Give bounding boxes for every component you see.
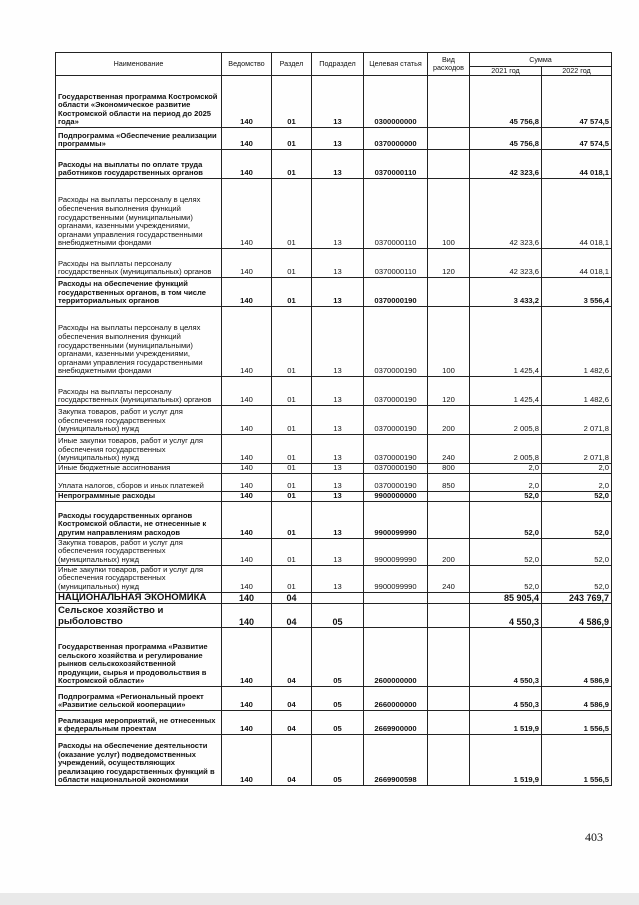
table-cell-vid: 200 [428, 406, 470, 435]
table-cell-vedomstvo: 140 [222, 179, 272, 249]
col-header-name: Наименование [56, 53, 222, 76]
table-row [56, 150, 612, 179]
table-cell-razdel: 01 [272, 501, 312, 538]
table-cell-name: Расходы на выплаты персоналу государственных (муниципальных) органов [56, 249, 222, 278]
table-cell-celevaya: 0370000190 [364, 406, 428, 435]
table-cell-2022: 52,0 [542, 501, 612, 538]
table-cell-vedomstvo: 140 [222, 76, 272, 128]
table-cell-2022: 1 556,5 [542, 711, 612, 735]
table-cell-razdel: 01 [272, 128, 312, 150]
table-cell-podrazdel: 13 [312, 128, 364, 150]
table-row [56, 501, 612, 538]
table-row [56, 128, 612, 150]
table-cell-vedomstvo: 140 [222, 538, 272, 565]
table-cell-celevaya: 2660000000 [364, 687, 428, 711]
table-cell-2021: 1 425,4 [470, 377, 542, 406]
table-cell-podrazdel: 13 [312, 501, 364, 538]
table-cell-2022: 1 482,6 [542, 307, 612, 377]
col-header-summa: Сумма [470, 53, 612, 67]
table-cell-vid [428, 491, 470, 501]
table-cell-celevaya: 9900099990 [364, 501, 428, 538]
table-cell-2021: 45 756,8 [470, 128, 542, 150]
col-header-vid: Вид расходов [428, 53, 470, 76]
table-cell-vid [428, 128, 470, 150]
table-cell-vid [428, 76, 470, 128]
table-cell-2022: 2,0 [542, 464, 612, 474]
table-row [56, 307, 612, 377]
table-row [56, 406, 612, 435]
table-row [56, 377, 612, 406]
table-row [56, 735, 612, 786]
table-cell-2021: 1 425,4 [470, 307, 542, 377]
table-cell-2022: 52,0 [542, 538, 612, 565]
table-cell-vedomstvo: 140 [222, 150, 272, 179]
table-cell-2021: 42 323,6 [470, 179, 542, 249]
table-cell-vid [428, 687, 470, 711]
table-cell-celevaya: 0370000190 [364, 377, 428, 406]
table-cell-2022: 1 482,6 [542, 377, 612, 406]
table-cell-vid: 800 [428, 464, 470, 474]
table-cell-razdel: 01 [272, 76, 312, 128]
table-cell-razdel: 01 [272, 150, 312, 179]
table-row [56, 565, 612, 592]
table-cell-vedomstvo: 140 [222, 628, 272, 687]
table-cell-razdel: 01 [272, 179, 312, 249]
table-cell-vid: 240 [428, 565, 470, 592]
table-cell-vedomstvo: 140 [222, 128, 272, 150]
table-row [56, 464, 612, 474]
table-cell-razdel: 04 [272, 604, 312, 628]
table-cell-vedomstvo: 140 [222, 307, 272, 377]
table-cell-name: Закупка товаров, работ и услуг для обеспечения государственных (муниципальных) нужд [56, 538, 222, 565]
table-cell-razdel: 01 [272, 249, 312, 278]
table-cell-podrazdel: 13 [312, 278, 364, 307]
table-cell-razdel: 04 [272, 711, 312, 735]
table-row [56, 604, 612, 628]
table-cell-celevaya: 2669900000 [364, 711, 428, 735]
table-cell-vedomstvo: 140 [222, 592, 272, 603]
table-cell-2021: 52,0 [470, 501, 542, 538]
table-cell-celevaya: 2669900598 [364, 735, 428, 786]
table-cell-name: Подпрограмма «Обеспечение реализации программы» [56, 128, 222, 150]
table-cell-vid: 100 [428, 307, 470, 377]
col-header-podrazdel: Подраздел [312, 53, 364, 76]
table-cell-vid [428, 735, 470, 786]
table-cell-2021: 42 323,6 [470, 150, 542, 179]
table-cell-2021: 85 905,4 [470, 592, 542, 603]
table-cell-podrazdel: 13 [312, 464, 364, 474]
table-cell-vedomstvo: 140 [222, 278, 272, 307]
table-row [56, 435, 612, 464]
table-cell-2022: 4 586,9 [542, 628, 612, 687]
table-cell-razdel: 04 [272, 592, 312, 603]
table-cell-2021: 4 550,3 [470, 628, 542, 687]
table-cell-vedomstvo: 140 [222, 687, 272, 711]
table-row [56, 592, 612, 603]
table-cell-vedomstvo: 140 [222, 491, 272, 501]
table-cell-razdel: 01 [272, 278, 312, 307]
table-cell-2022: 2,0 [542, 473, 612, 491]
table-cell-razdel: 01 [272, 406, 312, 435]
table-cell-name: Закупка товаров, работ и услуг для обеспечения государственных (муниципальных) нужд [56, 406, 222, 435]
table-cell-vedomstvo: 140 [222, 604, 272, 628]
table-cell-razdel: 04 [272, 735, 312, 786]
table-cell-2021: 2 005,8 [470, 406, 542, 435]
table-cell-name: Реализация мероприятий, не отнесенных к федеральным проектам [56, 711, 222, 735]
table-cell-celevaya [364, 604, 428, 628]
table-cell-razdel: 01 [272, 435, 312, 464]
table-cell-razdel: 04 [272, 687, 312, 711]
table-cell-vid [428, 150, 470, 179]
table-cell-name: Государственная программа Костромской области «Экономическое развитие Костромской области на период до 2025 года» [56, 76, 222, 128]
table-cell-name: Расходы государственных органов Костромской области, не отнесенные к другим направлениям расходов [56, 501, 222, 538]
table-cell-2021: 52,0 [470, 491, 542, 501]
table-cell-podrazdel: 13 [312, 491, 364, 501]
col-header-2021: 2021 год [470, 67, 542, 76]
table-cell-podrazdel: 05 [312, 687, 364, 711]
table-cell-razdel: 04 [272, 628, 312, 687]
table-cell-2021: 1 519,9 [470, 735, 542, 786]
table-cell-podrazdel: 13 [312, 76, 364, 128]
table-cell-podrazdel: 13 [312, 473, 364, 491]
table-cell-celevaya: 0370000190 [364, 464, 428, 474]
table-cell-name: Подпрограмма «Региональный проект «Развитие сельской кооперации» [56, 687, 222, 711]
table-cell-celevaya: 0370000190 [364, 307, 428, 377]
table-cell-2021: 2,0 [470, 464, 542, 474]
table-cell-vedomstvo: 140 [222, 735, 272, 786]
table-cell-podrazdel [312, 592, 364, 603]
table-cell-podrazdel: 05 [312, 711, 364, 735]
table-row [56, 538, 612, 565]
table-cell-vedomstvo: 140 [222, 473, 272, 491]
table-cell-podrazdel: 13 [312, 538, 364, 565]
table-cell-vid: 200 [428, 538, 470, 565]
table-cell-podrazdel: 05 [312, 735, 364, 786]
table-cell-2022: 44 018,1 [542, 249, 612, 278]
table-cell-vid: 850 [428, 473, 470, 491]
table-cell-2022: 52,0 [542, 565, 612, 592]
table-cell-name: Расходы на выплаты персоналу в целях обеспечения выполнения функций государственными (муниципальными) органами, казенными учреждениями, органами управления государственными внебюджетными фондами [56, 179, 222, 249]
table-cell-vid: 120 [428, 377, 470, 406]
table-cell-2022: 44 018,1 [542, 179, 612, 249]
table-cell-razdel: 01 [272, 491, 312, 501]
table-row [56, 249, 612, 278]
table-row [56, 491, 612, 501]
table-cell-vid [428, 501, 470, 538]
col-header-razdel: Раздел [272, 53, 312, 76]
table-cell-podrazdel: 13 [312, 565, 364, 592]
table-cell-vid: 120 [428, 249, 470, 278]
table-cell-2022: 4 586,9 [542, 604, 612, 628]
table-cell-2022: 44 018,1 [542, 150, 612, 179]
table-cell-2021: 45 756,8 [470, 76, 542, 128]
table-cell-podrazdel: 13 [312, 377, 364, 406]
table-cell-vedomstvo: 140 [222, 501, 272, 538]
table-cell-2022: 1 556,5 [542, 735, 612, 786]
table-cell-podrazdel: 13 [312, 307, 364, 377]
table-cell-vid [428, 711, 470, 735]
table-cell-name: Расходы на обеспечение деятельности (оказание услуг) подведомственных учреждений, осуществляющих реализацию государственных функций в области национальной экономики [56, 735, 222, 786]
table-cell-vid [428, 592, 470, 603]
table-cell-celevaya: 0370000000 [364, 128, 428, 150]
table-cell-name: Расходы на выплаты персоналу государственных (муниципальных) органов [56, 377, 222, 406]
col-header-celevaya: Целевая статья [364, 53, 428, 76]
table-cell-2021: 3 433,2 [470, 278, 542, 307]
table-cell-razdel: 01 [272, 377, 312, 406]
table-row [56, 473, 612, 491]
table-cell-2022: 47 574,5 [542, 76, 612, 128]
table-cell-2021: 2,0 [470, 473, 542, 491]
table-cell-name: Расходы на выплаты персоналу в целях обеспечения выполнения функций государственными (муниципальными) органами, казенными учреждениями, органами управления государственными внебюджетными фондами [56, 307, 222, 377]
table-cell-vedomstvo: 140 [222, 711, 272, 735]
table-row [56, 687, 612, 711]
table-cell-2021: 4 550,3 [470, 604, 542, 628]
table-cell-podrazdel: 13 [312, 179, 364, 249]
table-cell-name: Иные бюджетные ассигнования [56, 464, 222, 474]
table-cell-razdel: 01 [272, 565, 312, 592]
table-row [56, 628, 612, 687]
col-header-vedomstvo: Ведомство [222, 53, 272, 76]
table-row [56, 76, 612, 128]
table-cell-vid: 240 [428, 435, 470, 464]
table-cell-2022: 52,0 [542, 491, 612, 501]
table-cell-podrazdel: 13 [312, 435, 364, 464]
table-cell-name: Иные закупки товаров, работ и услуг для обеспечения государственных (муниципальных) нужд [56, 565, 222, 592]
budget-table [55, 52, 612, 786]
table-cell-razdel: 01 [272, 538, 312, 565]
table-cell-vid [428, 628, 470, 687]
table-cell-celevaya: 0370000110 [364, 179, 428, 249]
table-row [56, 711, 612, 735]
table-cell-razdel: 01 [272, 473, 312, 491]
table-cell-name: Государственная программа «Развитие сельского хозяйства и регулирование рынков сельскохозяйственной продукции, сырья и продовольствия в Костромской области» [56, 628, 222, 687]
table-cell-vedomstvo: 140 [222, 464, 272, 474]
table-cell-celevaya: 9900000000 [364, 491, 428, 501]
table-cell-2022: 47 574,5 [542, 128, 612, 150]
table-cell-2021: 42 323,6 [470, 249, 542, 278]
table-cell-2022: 243 769,7 [542, 592, 612, 603]
col-header-2022: 2022 год [542, 67, 612, 76]
table-cell-celevaya: 0300000000 [364, 76, 428, 128]
table-cell-2021: 4 550,3 [470, 687, 542, 711]
table-cell-vedomstvo: 140 [222, 377, 272, 406]
page-number: 403 [585, 830, 603, 844]
table-cell-celevaya: 0370000190 [364, 278, 428, 307]
table-cell-name: Расходы на обеспечение функций государственных органов, в том числе территориальных органов [56, 278, 222, 307]
table-cell-celevaya: 0370000190 [364, 435, 428, 464]
table-cell-vid: 100 [428, 179, 470, 249]
table-cell-vid [428, 604, 470, 628]
table-cell-celevaya: 9900099990 [364, 565, 428, 592]
table-cell-vedomstvo: 140 [222, 435, 272, 464]
table-cell-name: Сельское хозяйство и рыболовство [56, 604, 222, 628]
table-cell-2021: 52,0 [470, 538, 542, 565]
table-cell-celevaya: 9900099990 [364, 538, 428, 565]
table-cell-2022: 3 556,4 [542, 278, 612, 307]
table-cell-celevaya: 2600000000 [364, 628, 428, 687]
table-cell-podrazdel: 05 [312, 628, 364, 687]
table-row [56, 278, 612, 307]
table-cell-celevaya [364, 592, 428, 603]
table-cell-celevaya: 0370000190 [364, 473, 428, 491]
scan-footer-band [0, 893, 639, 905]
table-cell-vedomstvo: 140 [222, 406, 272, 435]
table-cell-name: Непрограммные расходы [56, 491, 222, 501]
table-cell-razdel: 01 [272, 307, 312, 377]
table-cell-name: Уплата налогов, сборов и иных платежей [56, 473, 222, 491]
table-cell-2021: 2 005,8 [470, 435, 542, 464]
table-cell-razdel: 01 [272, 464, 312, 474]
table-cell-2021: 1 519,9 [470, 711, 542, 735]
table-cell-vedomstvo: 140 [222, 249, 272, 278]
table-cell-vid [428, 278, 470, 307]
table-cell-podrazdel: 13 [312, 406, 364, 435]
table-row [56, 179, 612, 249]
table-cell-2022: 4 586,9 [542, 687, 612, 711]
table-cell-name: НАЦИОНАЛЬНАЯ ЭКОНОМИКА [56, 592, 222, 603]
table-cell-2022: 2 071,8 [542, 406, 612, 435]
table-cell-celevaya: 0370000110 [364, 150, 428, 179]
table-cell-2021: 52,0 [470, 565, 542, 592]
table-cell-podrazdel: 05 [312, 604, 364, 628]
table-body [56, 76, 612, 786]
table-cell-vedomstvo: 140 [222, 565, 272, 592]
table-cell-celevaya: 0370000110 [364, 249, 428, 278]
table-cell-name: Иные закупки товаров, работ и услуг для обеспечения государственных (муниципальных) нужд [56, 435, 222, 464]
table-cell-name: Расходы на выплаты по оплате труда работников государственных органов [56, 150, 222, 179]
table-cell-podrazdel: 13 [312, 150, 364, 179]
table-cell-podrazdel: 13 [312, 249, 364, 278]
table-cell-2022: 2 071,8 [542, 435, 612, 464]
